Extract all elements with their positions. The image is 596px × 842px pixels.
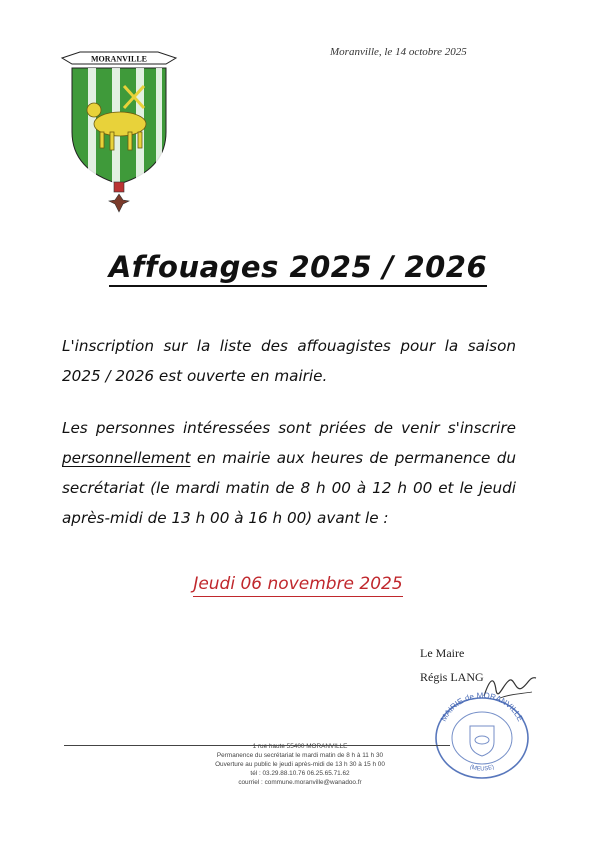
official-stamp xyxy=(426,690,538,780)
footer-contact xyxy=(170,742,430,787)
instructions-underlined: personnellement xyxy=(62,449,191,467)
page-title xyxy=(0,250,596,284)
footer-address: 1 rue haute 55400 MORANVILLE xyxy=(252,743,348,750)
instructions-text-end: en mairie aux heures de permanence du secrétariat (le mardi matin de 8 h 00 à 12 h 00 et le jeudi après-midi de 13 h 00 à 16 h 00) avant le : xyxy=(62,449,516,527)
svg-text:MAIRIE de MORANVILLE xyxy=(439,691,525,723)
footer-office-hours: Permanence du secrétariat le mardi matin de 8 h à 11 h 30 xyxy=(216,752,384,759)
svg-text:(MEUSE) xyxy=(469,764,495,772)
deadline-text: Jeudi 06 novembre 2025 xyxy=(193,574,402,597)
crest-name: MORANVILLE xyxy=(90,54,148,64)
deadline-date xyxy=(0,574,596,594)
paragraph-instructions xyxy=(62,413,516,533)
footer-email: courriel : commune.moranville@wanadoo.fr xyxy=(238,779,362,786)
instructions-text-start: Les personnes intéressées sont priées de venir s'inscrire xyxy=(62,419,516,437)
footer-phone: tél : 03.29.88.10.76 06.25.65.71.62 xyxy=(250,770,350,777)
footer-public-hours: Ouverture au public le jeudi après-midi de 13 h 30 à 15 h 00 xyxy=(215,761,385,768)
signatory-name: Régis LANG xyxy=(420,670,484,684)
stamp-text-top: MAIRIE de MORANVILLE xyxy=(439,690,525,723)
medal-cross xyxy=(109,182,129,212)
paragraph-registration: L'inscription sur la liste des affouagistes pour la saison 2025 / 2026 est ouverte en mairie. xyxy=(62,337,516,385)
date-line: Moranville, le 14 octobre 2025 xyxy=(330,46,467,58)
coat-of-arms xyxy=(58,46,180,218)
stamp-text-bottom: (MEUSE) xyxy=(468,764,496,773)
stamp-emblem-icon xyxy=(470,726,494,756)
title-text: Affouages 2025 / 2026 xyxy=(109,250,487,287)
signatory-role: Le Maire xyxy=(420,646,465,660)
